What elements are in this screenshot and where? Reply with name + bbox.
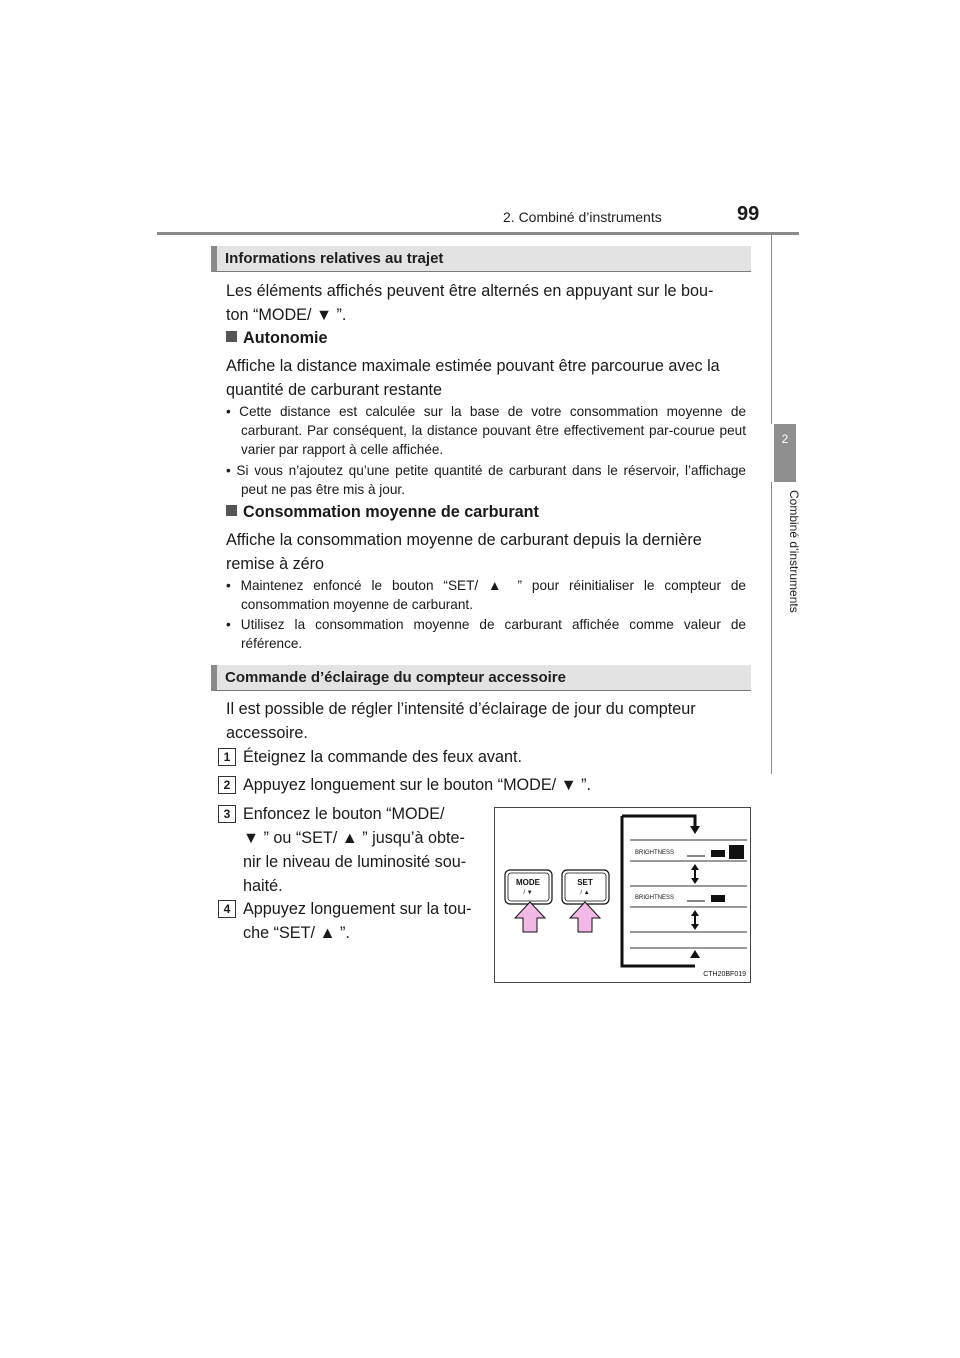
- side-tab-line-bottom: [771, 482, 772, 774]
- section-heading-text: Informations relatives au trajet: [225, 250, 444, 267]
- double-arrow-icon: [691, 864, 699, 870]
- autonomy-body: [226, 354, 746, 402]
- text-line: ▼ ” ou “SET/ ▲ ” jusqu’à obte-: [243, 829, 465, 847]
- text-line: Appuyez longuement sur la tou-: [243, 900, 472, 918]
- subheading-autonomy: [226, 329, 328, 348]
- header-rule: [157, 232, 799, 235]
- step-number: 2: [218, 776, 236, 794]
- chapter-title-vertical: Combiné d’instruments: [787, 490, 801, 613]
- section1-intro: [226, 279, 746, 327]
- text-line: nir le niveau de luminosité sou-: [243, 853, 467, 871]
- mode-button-label: MODE: [516, 878, 540, 887]
- text-line: Affiche la consommation moyenne de carburant depuis la dernière: [226, 531, 702, 549]
- set-button-symbol: / ▲: [580, 890, 590, 896]
- text-line: quantité de carburant restante: [226, 381, 442, 399]
- step-number: 1: [218, 748, 236, 766]
- press-arrow-icon: [570, 902, 600, 932]
- square-bullet-icon: [226, 505, 237, 516]
- press-arrow-icon: [515, 902, 545, 932]
- text-line: accessoire.: [226, 724, 308, 742]
- section-heading-trip-info: [211, 246, 751, 272]
- text-line: Il est possible de régler l’intensité d’éclairage de jour du compteur: [226, 700, 696, 718]
- text-line: Éteignez la commande des feux avant.: [243, 748, 522, 766]
- running-header-section: 2. Combiné d’instruments: [503, 209, 662, 225]
- side-tab-line-top: [771, 233, 772, 424]
- subheading-avg-fuel: [226, 503, 539, 522]
- avg-fuel-body: [226, 528, 746, 576]
- text-line: remise à zéro: [226, 555, 325, 573]
- chapter-number: 2: [781, 432, 789, 446]
- text-line: Enfoncez le bouton “MODE/: [243, 805, 445, 823]
- bracket-line: [622, 816, 695, 966]
- square-bullet-icon: [226, 331, 237, 342]
- text-line: haité.: [243, 877, 283, 895]
- text-line: Appuyez longuement sur le bouton “MODE/ ▼ ”.: [243, 776, 592, 794]
- bullet-item: • Si vous n’ajoutez qu’une petite quantité de carburant dans le réservoir, l’affichage peut ne pas être mis à jour.: [226, 463, 746, 497]
- bracket-line-top: [622, 816, 695, 828]
- bullet-item: • Utilisez la consommation moyenne de carburant affichée comme valeur de référence.: [226, 617, 746, 651]
- figure-code: CTH20BF019: [703, 971, 746, 978]
- subheading-text: Consommation moyenne de carburant: [243, 503, 539, 521]
- double-arrow-icon: [691, 910, 699, 916]
- bullet-item: • Maintenez enfoncé le bouton “SET/ ▲ ” pour réinitialiser le compteur de consommation moyenne de carburant.: [226, 578, 746, 612]
- section2-intro: [226, 697, 746, 745]
- step-number: 4: [218, 900, 236, 918]
- step-text: [243, 897, 472, 945]
- text-line: Affiche la distance maximale estimée pouvant être parcourue avec la: [226, 357, 720, 375]
- text-line: Les éléments affichés peuvent être alternés en appuyant sur le bou-: [226, 282, 714, 300]
- step-text: [243, 745, 522, 769]
- step-number: 3: [218, 805, 236, 823]
- brightness-illustration: [494, 807, 751, 983]
- illustration-drawing: [495, 808, 750, 982]
- section-heading-text: Commande d’éclairage du compteur accessoire: [225, 669, 566, 686]
- display-label-1: BRIGHTNESS: [635, 850, 675, 856]
- down-arrow-icon: [690, 826, 700, 834]
- text-line: che “SET/ ▲ ”.: [243, 924, 350, 942]
- text-line: ton “MODE/ ▼ ”.: [226, 306, 347, 324]
- subheading-text: Autonomie: [243, 329, 328, 347]
- page-number: 99: [737, 203, 760, 225]
- bullet-item: • Cette distance est calculée sur la base de votre consommation moyenne de carburant. Par conséquent, la distance pouvant être effectivement par-courue peut varier par rapport à celle affichée.: [226, 404, 746, 457]
- display-label-2: BRIGHTNESS: [635, 895, 675, 901]
- mode-button-symbol: / ▼: [523, 890, 533, 896]
- step-text: [243, 773, 591, 797]
- up-arrow-icon: [690, 950, 700, 958]
- section-heading-meter-lighting: [211, 665, 751, 691]
- step-text: [243, 802, 481, 898]
- set-button-label: SET: [577, 878, 593, 887]
